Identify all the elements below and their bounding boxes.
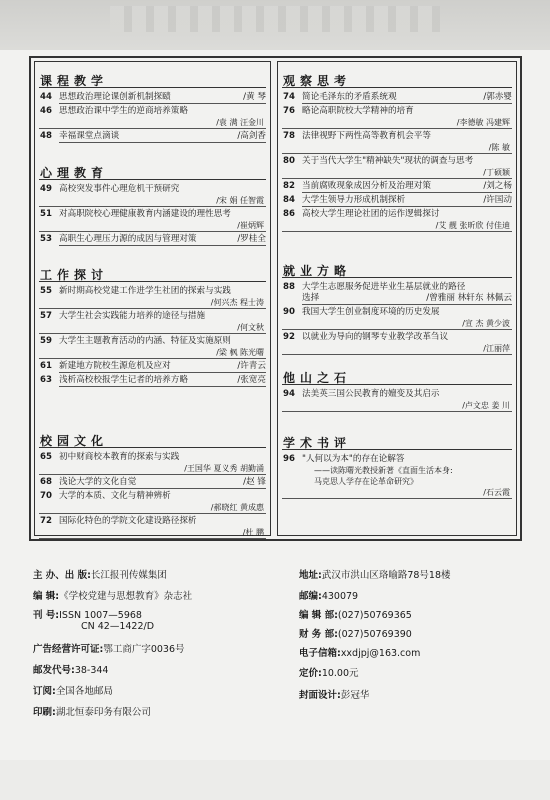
toc-section [278,367,516,414]
section-header [35,162,270,180]
section-rule [282,87,512,88]
info-row [299,607,412,621]
bottom-margin [0,760,550,800]
entry-line [59,361,266,373]
toc-entry [278,181,516,193]
section-rule [39,281,266,282]
page-number: 90 [283,307,295,317]
section-rule [39,447,266,448]
page-number: 46 [40,106,52,116]
info-label: 定价: [299,668,322,679]
info-row [33,662,108,676]
info-value: (027)50769365 [337,610,412,621]
page-number: 76 [283,106,295,116]
toc-section [35,162,270,248]
entry-author: /郭赤婴 [483,92,512,102]
info-row [299,687,369,701]
info-label: 刊 号: [33,610,60,621]
toc-section [278,432,516,501]
page-number: 70 [40,491,52,501]
section-header [278,367,516,385]
entry-title: 新时期高校党建工作进学生社团的探索与实践 [59,286,231,296]
entry-title: 法律视野下两性高等教育机会平等 [302,131,431,141]
toc-entry [35,184,270,207]
entry-title: 大学生志愿服务促进毕业生基层就业的路径 [302,282,466,292]
page-number: 92 [283,332,295,342]
entry-line [59,131,266,143]
toc-entry [35,286,270,309]
info-label: 电子信箱: [299,648,341,659]
section-header [278,70,516,88]
info-value: 《学校党建与思想教育》杂志社 [59,591,193,602]
page-number: 44 [40,92,52,102]
info-label: 邮发代号: [33,665,75,676]
toc-section [278,70,516,234]
info-value: 38-344 [74,665,109,676]
entry-author: /何兴杰 程士涛 [39,297,266,309]
entry-line [302,181,512,193]
section-rule [282,384,512,385]
page-number: 74 [283,92,295,102]
entry-title: 略论高职院校大学精神的培育 [302,106,414,116]
section-entries [278,278,516,355]
toc-entry [35,131,270,143]
toc-entry [278,92,516,104]
toc-entry [35,452,270,475]
info-label: 广告经营许可证: [33,644,104,655]
info-row [299,645,420,659]
entry-title-continued: 选择 [302,293,320,303]
page-number: 59 [40,336,52,346]
toc-entry [35,209,270,232]
top-band [0,0,550,50]
entry-author: /郝晓红 黄成惠 [39,502,266,514]
section-rule [282,277,512,278]
entry-author: /刘之杨 [483,181,512,191]
info-row [33,641,185,655]
info-row [33,607,142,621]
contents-right-column [277,61,517,536]
info-row [299,588,358,602]
toc-entry [278,131,516,154]
toc-entry [35,336,270,359]
entry-line [302,92,512,104]
entry-line [59,477,266,489]
contents-left-column [34,61,271,536]
section-title: 心理教育 [40,166,109,180]
toc-entry [278,389,516,412]
entry-author: /王国华 夏义秀 胡勤涌 [39,463,266,475]
entry-title: 对高职院校心理健康教育内涵建设的理性思考 [59,209,231,219]
toc-section [35,264,270,389]
page-number: 72 [40,516,52,526]
entry-author: /江丽萍 [282,343,512,355]
info-label: 编 辑: [33,591,60,602]
entry-author: /石云霞 [282,487,512,499]
toc-entry [35,477,270,489]
page-number: 96 [283,454,295,464]
section-rule [282,449,512,450]
entry-title: 思想政治理论课创新机制探赜 [59,92,171,102]
entry-author: /张宽亮 [237,375,266,385]
entry-title: 思想政治课中学生的逆商培养策略 [59,106,188,116]
entry-author: /罗桂全 [237,234,266,244]
entry-title: 简论毛泽东的矛盾系统观 [302,92,397,102]
entry-author: /宋 娟 任智霞 [39,195,266,207]
entry-title: 大学的本质、文化与精神辨析 [59,491,171,501]
page-number: 48 [40,131,52,141]
info-label: 主 办、出 版: [33,570,91,581]
section-entries [278,385,516,412]
section-header [35,264,270,282]
info-value: ISSN 1007—5968 [59,610,142,621]
section-title: 工作探讨 [40,268,109,282]
entry-subtitle: 马克思人学存在论革命研究》 [314,477,418,486]
page-number: 49 [40,184,52,194]
info-label: 财 务 部: [299,629,338,640]
toc-section [278,260,516,357]
entry-author: /赵 锋 [243,477,266,487]
entry-title: 以就业为导向的钢琴专业教学改革刍议 [302,332,449,342]
entry-title: 大学生社会实践能力培养的途径与措施 [59,311,206,321]
section-header [35,430,270,448]
toc-entry [35,234,270,246]
section-title: 就业方略 [283,264,352,278]
section-title: 学术书评 [283,436,352,450]
section-rule [39,179,266,180]
entry-line [59,234,266,246]
entry-author: /李德敏 冯建辉 [282,117,512,129]
entry-title: 大学生主题教育活动的内涵、特征及实施原则 [59,336,231,346]
entry-author: /高剑香 [237,131,266,141]
toc-entry [35,106,270,129]
info-row [33,683,113,697]
page-number: 51 [40,209,52,219]
page-number: 86 [283,209,295,219]
info-value: 长江报刊传媒集团 [90,570,167,581]
page-number: 80 [283,156,295,166]
entry-author: /丁硕颖 [282,167,512,179]
toc-entry [278,209,516,232]
entry-line [59,375,266,387]
toc-entry [278,282,516,305]
info-label: 编 辑 部: [299,610,338,621]
page-number: 82 [283,181,295,191]
toc-entry [278,156,516,179]
section-entries [35,88,270,143]
entry-line [302,195,512,207]
info-label: 邮编: [299,591,322,602]
info-label: 订阅: [33,686,56,697]
info-row [299,567,451,581]
entry-title: 高校突发事件心理危机干预研究 [59,184,180,194]
toc-entry [35,375,270,387]
page-number: 84 [283,195,295,205]
info-label: 印刷: [33,707,56,718]
section-entries [35,282,270,387]
page-number: 57 [40,311,52,321]
entry-author: /艾 靓 张昕欣 付佳迪 [282,220,512,232]
entry-title: 我国大学生创业制度环境的历史发展 [302,307,440,317]
entry-author: /许青云 [237,361,266,371]
section-entries [278,450,516,499]
toc-entry [35,361,270,373]
page-number: 88 [283,282,295,292]
toc-section [35,70,270,145]
entry-title: 浅论大学的文化自觉 [59,477,137,487]
entry-author: /许国动 [483,195,512,205]
entry-title: 法美英三国公民教育的嬗变及其启示 [302,389,440,399]
toc-entry [35,491,270,514]
entry-line [59,92,266,104]
entry-title: 浅析高校校报学生记者的培养方略 [59,375,188,385]
section-entries [35,448,270,539]
entry-author: /杜 鹏 [39,527,266,539]
entry-author: /黄 琴 [243,92,266,102]
info-value: 鄂工商广字0036号 [103,644,185,655]
entry-title: 关于当代大学生"精神缺失"现状的调查与思考 [302,156,474,166]
page-number: 65 [40,452,52,462]
info-value: 彭冠华 [340,690,370,701]
entry-author: /梁 枫 陈光曙 [39,347,266,359]
info-row [33,704,151,718]
toc-entry [35,311,270,334]
toc-section [35,430,270,541]
entry-title: 当前腐败现象成因分析及治理对策 [302,181,431,191]
page-number: 94 [283,389,295,399]
entry-author: /宣 杰 黄少波 [282,318,512,330]
info-value: 全国各地邮局 [55,686,113,697]
toc-entry [35,92,270,104]
info-row [33,621,154,632]
entry-line [302,293,512,305]
toc-entry [278,106,516,129]
info-label: 地址: [299,570,322,581]
section-title: 课程教学 [40,74,109,88]
publication-info [29,563,522,753]
contents-frame [29,56,522,541]
entry-title: 高职生心理压力源的成因与管理对策 [59,234,197,244]
page-number: 78 [283,131,295,141]
section-title: 他山之石 [283,371,352,385]
info-value: xxdjpj@163.com [340,648,421,659]
info-value: 430079 [321,591,359,602]
section-title: 校园文化 [40,434,109,448]
info-value: 武汉市洪山区珞喻路78号18楼 [321,570,451,581]
entry-title: "人何以为本"的存在论解答 [302,454,405,464]
section-title: 观察思考 [283,74,352,88]
entry-author: /陈 敏 [282,142,512,154]
entry-title: 初中财商校本教育的探索与实践 [59,452,180,462]
info-value: 湖北恒泰印务有限公司 [55,707,151,718]
entry-title: 新建地方院校生源危机及应对 [59,361,171,371]
entry-author: /卢文忠 姜 川 [282,400,512,412]
entry-title: 幸福课堂点滴谈 [59,131,120,141]
entry-author: /曾雅丽 林轩东 林佩云 [426,293,512,303]
page-number: 61 [40,361,52,371]
toc-entry [278,307,516,330]
section-entries [35,180,270,246]
entry-author: /何文秋 [39,322,266,334]
toc-entry [35,516,270,539]
info-row [33,567,167,581]
entry-title: 大学生领导力形成机制探析 [302,195,406,205]
page-number: 55 [40,286,52,296]
section-header [278,432,516,450]
section-rule [39,87,266,88]
section-header [35,70,270,88]
info-value: CN 42—1422/D [81,621,155,632]
toc-entry [278,332,516,355]
info-value: 10.00元 [321,668,359,679]
page-number: 63 [40,375,52,385]
entry-author: /崔炳辉 [39,220,266,232]
page-number: 68 [40,477,52,487]
info-label: 封面设计: [299,690,341,701]
toc-entry [278,454,516,499]
entry-author: /袁 满 汪金川 [39,117,266,129]
entry-title: 高校大学生理论社团的运作逻辑探讨 [302,209,440,219]
info-row [33,588,192,602]
info-row [299,626,412,640]
entry-title: 国际化特色的学院文化建设路径探析 [59,516,197,526]
section-entries [278,88,516,232]
info-value: (027)50769390 [337,629,412,640]
toc-entry [278,195,516,207]
entry-subtitle: ——读陈曙光教授新著《直面生活本身: [314,466,453,475]
section-header [278,260,516,278]
show-through-text [110,6,440,32]
page-number: 53 [40,234,52,244]
info-row [299,665,359,679]
